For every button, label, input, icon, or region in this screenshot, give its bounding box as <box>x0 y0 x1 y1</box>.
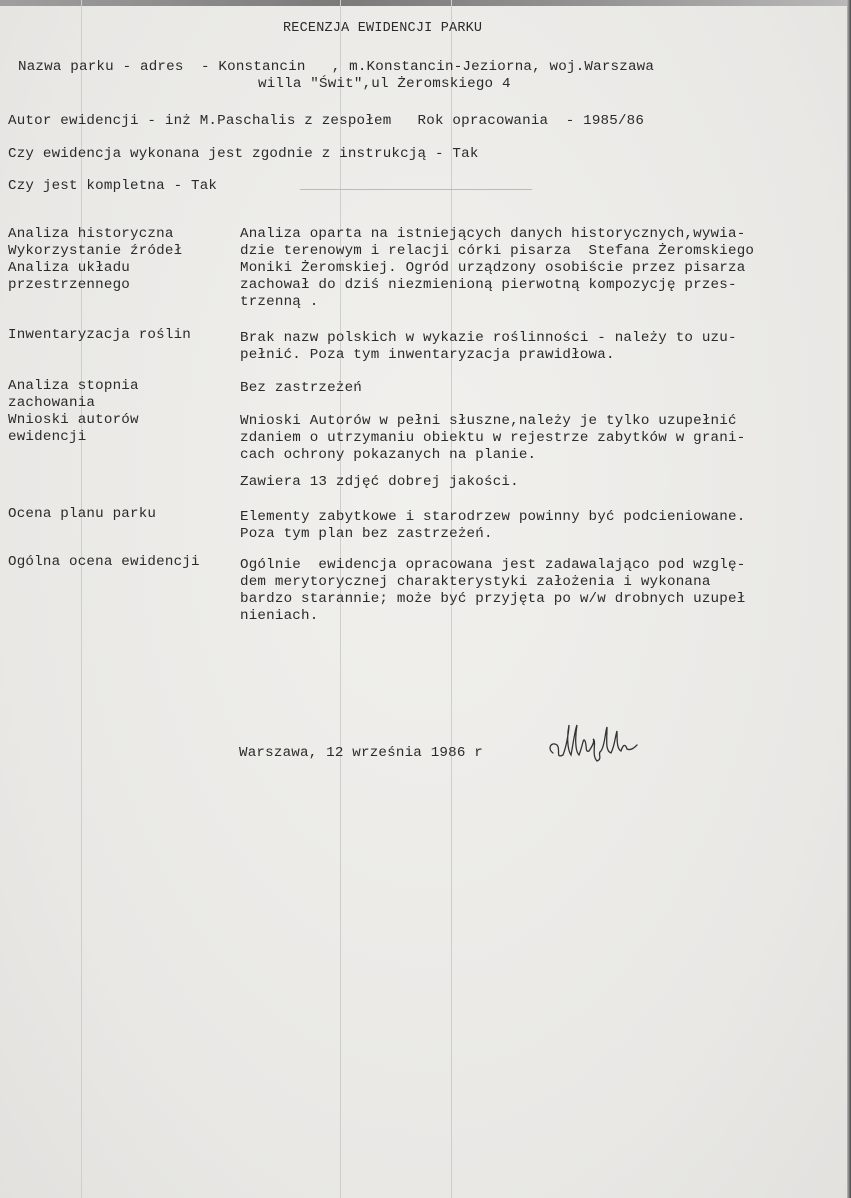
section-text-line: zachował do dziś niezmienioną pierwotną kompozycję przes- <box>240 277 737 293</box>
section-text-line: cach ochrony pokazanych na planie. <box>240 447 537 463</box>
section-text-line: zdaniem o utrzymaniu obiektu w rejestrze zabytków w grani- <box>240 430 746 446</box>
park-address-line: willa "Świt",ul Żeromskiego 4 <box>258 76 511 92</box>
author-line: Autor ewidencji - inż M.Paschalis z zespołem Rok opracowania - 1985/86 <box>8 113 645 129</box>
section-text-line: Poza tym plan bez zastrzeżeń. <box>240 526 493 542</box>
place-date: Warszawa, 12 września 1986 r <box>239 745 483 761</box>
section-label: zachowania <box>8 395 96 411</box>
section-text-line: dzie terenowym i relacji córki pisarza Stefana Żeromskiego <box>240 243 755 259</box>
underline <box>300 189 532 190</box>
section-label: ewidencji <box>8 429 87 445</box>
section-label: Wykorzystanie źródeł <box>8 243 183 259</box>
section-text-line: Moniki Żeromskiej. Ogród urządzony osobiście przez pisarza <box>240 260 746 276</box>
section-text-line: dem merytorycznej charakterystyki założenia i wykonana <box>240 574 711 590</box>
section-label: Analiza stopnia <box>8 378 139 394</box>
section-label: Ocena planu parku <box>8 506 157 522</box>
section-text-line: Analiza oparta na istniejących danych historycznych,wywia- <box>240 226 746 242</box>
section-text-line: Bez zastrzeżeń <box>240 380 362 396</box>
page-title: RECENZJA EWIDENCJI PARKU <box>283 21 483 36</box>
scan-top-edge <box>0 0 851 6</box>
section-label: Ogólna ocena ewidencji <box>8 554 200 570</box>
section-text-line: nieniach. <box>240 608 319 624</box>
park-name-line: Nazwa parku - adres - Konstancin , m.Konstancin-Jeziorna, woj.Warszawa <box>18 59 655 75</box>
section-text-extra: Zawiera 13 zdjęć dobrej jakości. <box>240 474 519 490</box>
section-text-line: Elementy zabytkowe i starodrzew powinny być podcieniowane. <box>240 509 746 525</box>
section-text-line: trzenną . <box>240 294 319 310</box>
section-label: przestrzennego <box>8 277 130 293</box>
section-label: Analiza historyczna <box>8 226 174 242</box>
section-text-line: Ogólnie ewidencja opracowana jest zadawalająco pod wzglę- <box>240 557 746 573</box>
section-text-line: Wnioski Autorów w pełni słuszne,należy je tylko uzupełnić <box>240 413 737 429</box>
complete-question: Czy jest kompletna - Tak <box>8 178 218 194</box>
section-text-line: bardzo starannie; może być przyjęta po w/w drobnych uzupeł <box>240 591 746 607</box>
section-text-line: pełnić. Poza tym inwentaryzacja prawidłowa. <box>240 347 615 363</box>
instruction-question: Czy ewidencja wykonana jest zgodnie z instrukcją - Tak <box>8 146 479 162</box>
section-label: Analiza układu <box>8 260 130 276</box>
section-text-line: Brak nazw polskich w wykazie roślinności - należy to uzu- <box>240 330 737 346</box>
section-label: Wnioski autorów <box>8 412 139 428</box>
section-label: Inwentaryzacja roślin <box>8 327 191 343</box>
signature-icon <box>545 715 665 765</box>
scan-right-edge <box>847 0 851 1198</box>
